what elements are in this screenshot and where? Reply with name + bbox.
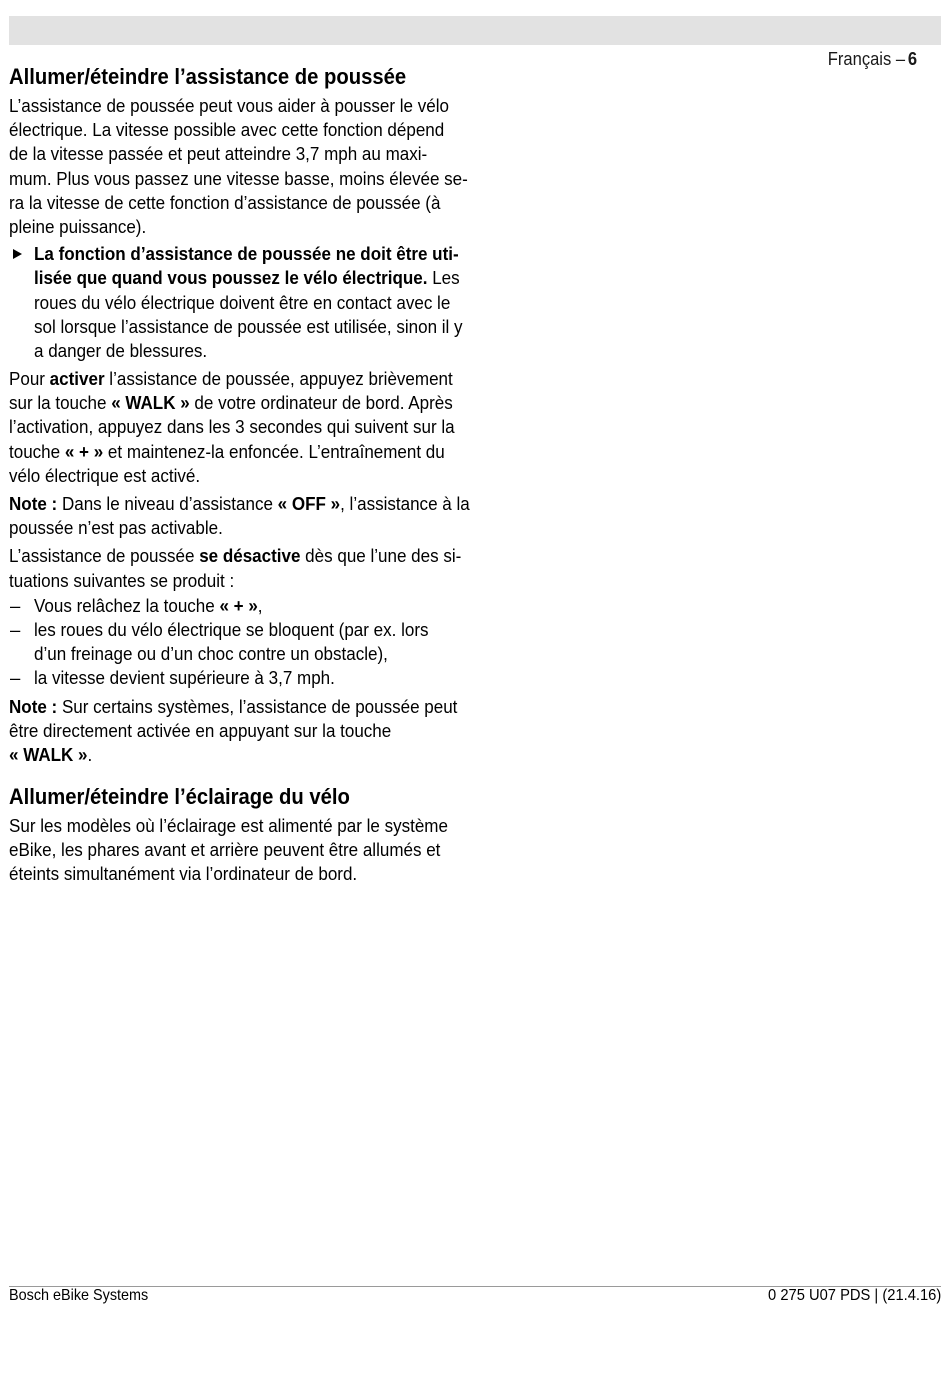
text-line-content — [9, 415, 455, 439]
text-line — [34, 666, 479, 690]
page-header-content — [828, 45, 917, 74]
text-line — [9, 94, 479, 118]
text-run: vélo électrique est activé. — [9, 464, 201, 486]
text-line-content — [34, 291, 450, 315]
bold-text: « WALK » — [111, 392, 190, 414]
page-header-bar — [9, 16, 941, 69]
footer-publisher: Bosch eBike Systems — [9, 1287, 149, 1304]
text-run: d’un freinage ou d’un choc contre un obstacle), — [34, 643, 388, 665]
text-line — [9, 142, 479, 166]
text-line — [9, 118, 479, 142]
text-line — [9, 440, 479, 464]
section-heading-text: Allumer/éteindre l’assistance de poussée — [9, 64, 407, 89]
text-line — [9, 367, 479, 391]
text-line — [34, 642, 479, 666]
text-line-content — [9, 94, 449, 118]
text-run: pleine puissance). — [9, 215, 147, 237]
paragraph — [9, 94, 479, 239]
list-dash: – — [10, 618, 21, 640]
paragraph — [9, 814, 479, 887]
text-line — [9, 838, 479, 862]
text-line-content — [9, 440, 445, 464]
list-item — [9, 594, 479, 618]
list-dash: – — [10, 667, 21, 689]
text-line-content — [9, 492, 470, 516]
text-line — [34, 266, 479, 290]
page-number: 6 — [907, 49, 917, 69]
text-line — [9, 464, 479, 488]
bold-text: « + » — [219, 594, 258, 616]
text-line-content — [9, 367, 453, 391]
text-line-content — [9, 695, 457, 719]
text-run: la vitesse devient supérieure à 3,7 mph. — [34, 667, 335, 689]
text-line-content — [34, 594, 263, 618]
text-line — [9, 569, 479, 593]
text-run: l’assistance de poussée, appuyez brièvement — [104, 368, 453, 390]
text-line — [9, 492, 479, 516]
text-run: sur la touche — [9, 392, 112, 414]
text-run: électrique. La vitesse possible avec cette fonction dépend — [9, 119, 445, 141]
bold-text: lisée que quand vous poussez le vélo électrique. — [34, 267, 428, 289]
section-heading — [9, 783, 479, 811]
text-line-content — [9, 719, 391, 743]
text-line-content — [9, 118, 444, 142]
text-run: mum. Plus vous passez une vitesse basse, moins élevée se- — [9, 167, 468, 189]
bold-text: Note : — [9, 695, 58, 717]
text-run: Les — [427, 267, 460, 289]
footer-document-id: 0 275 U07 PDS | (21.4.16) — [767, 1287, 941, 1304]
bold-text: « + » — [64, 440, 104, 462]
text-run: roues du vélo électrique doivent être en contact avec le — [34, 291, 451, 313]
text-line-content — [34, 315, 463, 339]
triangle-right-icon — [13, 249, 22, 259]
text-run: les roues du vélo électrique se bloquent (par ex. lors — [34, 618, 429, 640]
text-run: eBike, les phares avant et arrière peuvent être allumés et — [9, 839, 441, 861]
warning-note — [9, 242, 479, 363]
text-run: , — [257, 594, 263, 616]
text-run: Dans le niveau d’assistance — [57, 493, 278, 514]
text-line — [9, 167, 479, 191]
text-run: poussée n’est pas activable. — [9, 517, 223, 539]
text-run: ra la vitesse de cette fonction d’assistance de poussée (à — [9, 191, 441, 213]
document-body — [9, 63, 479, 887]
text-line — [9, 719, 479, 743]
text-line — [9, 215, 479, 239]
text-line-content — [9, 516, 223, 540]
text-run: Sur les modèles où l’éclairage est alimenté par le système — [9, 815, 448, 837]
text-run: l’activation, appuyez dans les 3 secondes qui suivent sur la — [9, 416, 455, 438]
text-run: Pour — [9, 368, 50, 390]
text-run: être directement activée en appuyant sur la touche — [9, 719, 392, 741]
text-line — [34, 315, 479, 339]
text-line-content — [9, 215, 146, 239]
paragraph — [9, 695, 479, 768]
bold-text: « OFF » — [277, 493, 341, 514]
text-line — [34, 291, 479, 315]
text-line-content — [9, 167, 468, 191]
text-run: L’assistance de poussée — [9, 545, 200, 567]
text-line-content — [9, 142, 427, 166]
text-run: Vous relâchez la touche — [34, 594, 220, 616]
bold-text: La fonction d’assistance de poussée ne doit être uti- — [34, 243, 459, 265]
text-line-content — [9, 544, 461, 568]
text-line — [34, 594, 479, 618]
text-run: Sur certains systèmes, l’assistance de poussée peut — [57, 695, 458, 717]
text-line — [9, 544, 479, 568]
text-line — [9, 415, 479, 439]
paragraph — [9, 367, 479, 488]
text-line-content — [34, 642, 388, 666]
text-line — [9, 862, 479, 886]
text-line-content — [34, 266, 460, 290]
text-line-content — [9, 464, 200, 488]
text-run: dès que l’une des si- — [300, 545, 462, 567]
dash-list — [9, 594, 479, 691]
text-line-content — [34, 339, 207, 363]
text-run: tuations suivantes se produit : — [9, 569, 235, 591]
text-run: éteints simultanément via l’ordinateur de bord. — [9, 863, 358, 885]
text-run: et maintenez-la enfoncée. L’entraînement du — [103, 440, 445, 462]
text-run: touche — [9, 440, 65, 462]
page-header — [800, 16, 917, 69]
list-dash: – — [10, 594, 21, 616]
text-line-content — [9, 391, 453, 415]
bold-text: activer — [49, 368, 105, 390]
text-line — [9, 743, 479, 767]
list-item — [9, 666, 479, 690]
text-run: L’assistance de poussée peut vous aider à pousser le vélo — [9, 95, 449, 116]
paragraph — [9, 544, 479, 592]
document-section — [9, 63, 479, 767]
text-line-content — [34, 666, 335, 690]
text-line — [9, 391, 479, 415]
text-line — [34, 242, 479, 266]
text-line — [9, 814, 479, 838]
bold-text: Note : — [9, 493, 58, 514]
text-run: , l’assistance à la — [340, 493, 470, 514]
section-heading — [9, 63, 479, 91]
bold-text: « WALK » — [9, 743, 88, 765]
list-item — [9, 618, 479, 666]
bold-text: se désactive — [199, 545, 301, 567]
text-line-content — [9, 569, 234, 593]
text-run: de votre ordinateur de bord. Après — [189, 392, 453, 414]
text-run: sol lorsque l’assistance de poussée est utilisée, sinon il y — [34, 315, 463, 337]
text-line — [34, 339, 479, 363]
language-label: Français – — [827, 49, 906, 69]
text-line-content — [9, 743, 92, 767]
text-run: de la vitesse passée et peut atteindre 3,7 mph au maxi- — [9, 143, 428, 165]
text-run: . — [87, 743, 93, 765]
text-line-content — [34, 618, 429, 642]
text-line — [9, 695, 479, 719]
text-line-content — [9, 862, 357, 886]
text-line-content — [9, 838, 440, 862]
text-run: a danger de blessures. — [34, 339, 208, 361]
section-heading-text: Allumer/éteindre l’éclairage du vélo — [9, 784, 350, 810]
text-line — [34, 618, 479, 642]
document-section — [9, 783, 479, 887]
paragraph — [9, 492, 479, 540]
text-line-content — [9, 191, 440, 215]
text-line-content — [9, 814, 448, 838]
text-line — [9, 516, 479, 540]
text-line — [9, 191, 479, 215]
text-line-content — [34, 242, 459, 266]
